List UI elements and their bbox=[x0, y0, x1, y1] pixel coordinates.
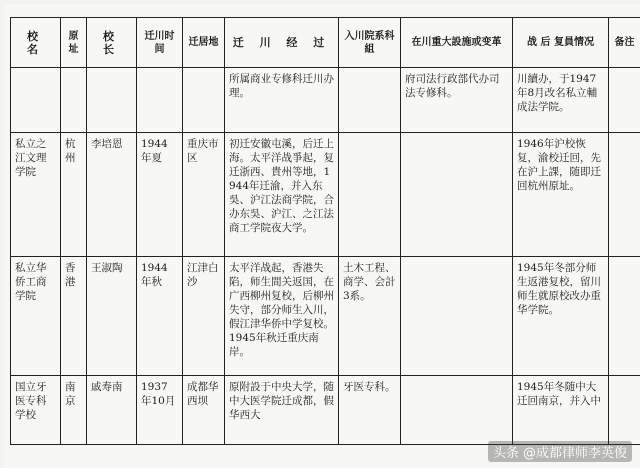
cell-origin: 香港 bbox=[61, 257, 87, 376]
cell-process: 太平洋战起，香港失陷，师生間关返国，在广西柳州复校，后柳州失守，部分师生入川，假江津华侨中学复校。1945年秋迁重庆南岸。 bbox=[225, 257, 339, 376]
cell-note bbox=[609, 376, 640, 445]
cell-move-time: 1944年秋 bbox=[137, 257, 183, 376]
document-page bbox=[4, 4, 640, 468]
cell-depts bbox=[339, 68, 401, 133]
cell-process: 原附設于中央大学，随中大医学院迁成都，假华西大 bbox=[225, 376, 339, 445]
header-row bbox=[11, 18, 640, 68]
watermark: 头条 @成都律师李英俊 bbox=[488, 441, 632, 462]
header-name: 校 名 bbox=[11, 18, 61, 68]
cell-postwar: 川續办，于1947年8月改名私立輔成法学院。 bbox=[513, 68, 609, 133]
header-origin: 原址 bbox=[61, 18, 87, 68]
universities-table bbox=[10, 17, 640, 445]
cell-postwar: 1946年沪校恢复，渝校迁回，先在沪上課，随即迁回杭州原址。 bbox=[513, 133, 609, 257]
header-change: 在川重大設施或变革 bbox=[401, 18, 513, 68]
cell-move-time: 1944年夏 bbox=[137, 133, 183, 257]
cell-name bbox=[11, 68, 61, 133]
cell-location: 成都华西坝 bbox=[183, 376, 225, 445]
header-note: 备注 bbox=[609, 18, 640, 68]
cell-postwar: 1945年冬随中大迁回南京，并入中 bbox=[513, 376, 609, 445]
cell-location: 江津白沙 bbox=[183, 257, 225, 376]
header-depts: 入川院系科組 bbox=[339, 18, 401, 68]
cell-note bbox=[609, 68, 640, 133]
header-location: 迁居地 bbox=[183, 18, 225, 68]
cell-name: 私立华侨工商学院 bbox=[11, 257, 61, 376]
cell-depts: 土木工程、商学、会計3系。 bbox=[339, 257, 401, 376]
header-move-time: 迁川时间 bbox=[137, 18, 183, 68]
cell-president: 李培恩 bbox=[87, 133, 137, 257]
cell-name: 私立之江文理学院 bbox=[11, 133, 61, 257]
cell-change bbox=[401, 133, 513, 257]
cell-president bbox=[87, 68, 137, 133]
table-row bbox=[11, 68, 640, 133]
table-row bbox=[11, 133, 640, 257]
cell-change: 府司法行政部代办司法专修科。 bbox=[401, 68, 513, 133]
cell-note bbox=[609, 133, 640, 257]
table-row bbox=[11, 257, 640, 376]
cell-change bbox=[401, 257, 513, 376]
cell-change bbox=[401, 376, 513, 445]
table-row bbox=[11, 376, 640, 445]
cell-depts: 牙医专科。 bbox=[339, 376, 401, 445]
cell-origin bbox=[61, 68, 87, 133]
header-postwar: 战 后 复員情况 bbox=[513, 18, 609, 68]
cell-move-time bbox=[137, 68, 183, 133]
cell-move-time: 1937年10月 bbox=[137, 376, 183, 445]
cell-depts bbox=[339, 133, 401, 257]
cell-process: 初迁安徽屯溪，后迁上海。太平洋战爭起，复迁浙西、貴州等地，1944年迁渝，并入东吳、沪江法商学院，合办东吳、沪江、之江法商工学院夜大学。 bbox=[225, 133, 339, 257]
cell-location bbox=[183, 68, 225, 133]
cell-note bbox=[609, 257, 640, 376]
header-process: 迁 川 经 过 bbox=[225, 18, 339, 68]
header-president: 校 长 bbox=[87, 18, 137, 68]
cell-president: 戚寿南 bbox=[87, 376, 137, 445]
cell-president: 王淑陶 bbox=[87, 257, 137, 376]
cell-origin: 杭州 bbox=[61, 133, 87, 257]
cell-origin: 南京 bbox=[61, 376, 87, 445]
cell-process: 所属商业专修科迁川办理。 bbox=[225, 68, 339, 133]
cell-postwar: 1945年冬部分师生返港复校，留川师生就原校改办重华学院。 bbox=[513, 257, 609, 376]
cell-name: 国立牙医专科学校 bbox=[11, 376, 61, 445]
cell-location: 重庆市区 bbox=[183, 133, 225, 257]
